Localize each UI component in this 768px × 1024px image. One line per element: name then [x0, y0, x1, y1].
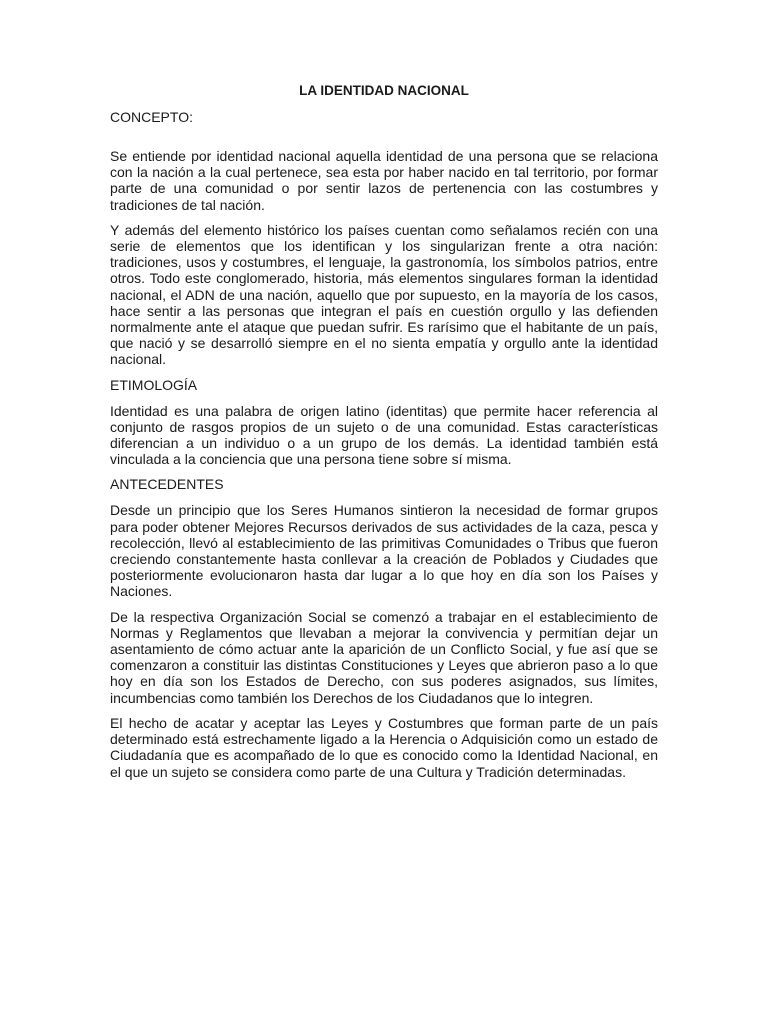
paragraph: Y además del elemento histórico los países cuentan como señalamos recién con una serie de elementos que los identifican y los singularizan frente a otra nación: tradiciones, usos y costumbres, el lenguaje, la gastronomía, los símbolos patrios, entre otros. Todo este conglomerado, historia, más elementos singulares forman la identidad nacional, el ADN de una nación, aquello que por supuesto, en la mayoría de los casos, hace sentir a las personas que integran el país en cuestión orgullo y las defienden normalmente ante el ataque que puedan sufrir. Es rarísimo que el habitante de un país, que nació y se desarrolló siempre en el no sienta empatía y orgullo ante la identidad nacional. — [110, 221, 658, 368]
paragraph: Identidad es una palabra de origen latino (identitas) que permite hacer referencia al conjunto de rasgos propios de un sujeto o de una comunidad. Estas características diferencian a un individuo o a un grupo de los demás. La identidad también está vinculada a la conciencia que una persona tiene sobre sí misma. — [110, 402, 658, 468]
section-heading-concepto: CONCEPTO: — [110, 109, 193, 125]
paragraph: De la respectiva Organización Social se comenzó a trabajar en el establecimiento de Normas y Reglamentos que llevaban a mejorar la convivencia y permitían dejar un asentamiento de cómo actuar ante la aparición de un Conflicto Social, y fue así que se comenzaron a constituir las distintas Constituciones y Leyes que abrieron paso a lo que hoy en día son los Estados de Derecho, con sus poderes asignados, sus límites, incumbencias como también los Derechos de los Ciudadanos que lo integren. — [110, 608, 658, 706]
document-page — [110, 82, 658, 789]
section-concepto — [110, 109, 658, 368]
document-title: LA IDENTIDAD NACIONAL — [299, 83, 469, 98]
paragraph: Desde un principio que los Seres Humanos sintieron la necesidad de formar grupos para poder obtener Mejores Recursos derivados de sus actividades de la caza, pesca y recolección, llevó al establecimiento de las primitivas Comunidades o Tribus que fueron creciendo constantemente hasta conllevar a la creación de Poblados y Ciudades que posteriormente evolucionaron hasta dar lugar a lo que hoy en día son los Países y Naciones. — [110, 502, 658, 600]
section-heading-antecedentes: ANTECEDENTES — [110, 476, 224, 493]
section-heading-etimologia: ETIMOLOGÍA — [110, 376, 198, 393]
paragraph: El hecho de acatar y aceptar las Leyes y Costumbres que forman parte de un país determinado está estrechamente ligado a la Herencia o Adquisición como un estado de Ciudadanía que es acompañado de lo que es conocido como la Identidad Nacional, en el que un sujeto se considera como parte de una Cultura y Tradición determinadas. — [110, 714, 658, 780]
paragraph: Se entiende por identidad nacional aquella identidad de una persona que se relaciona con la nación a la cual pertenece, sea esta por haber nacido en tal territorio, por formar parte de una comunidad o por sentir lazos de pertenencia con las costumbres y tradiciones de tal nación. — [110, 148, 658, 213]
section-antecedentes — [110, 476, 658, 779]
section-etimologia — [110, 377, 658, 468]
